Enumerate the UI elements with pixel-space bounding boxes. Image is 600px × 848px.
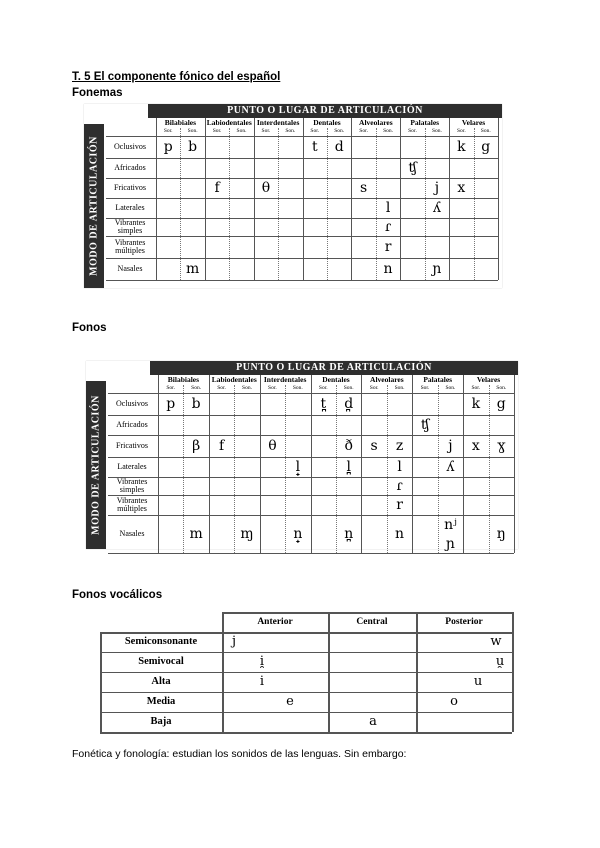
fonemas-table	[84, 104, 502, 288]
table-header-punto: PUNTO O LUGAR DE ARTICULACIÓN	[148, 104, 502, 118]
mode-label-laterales: Laterales	[117, 461, 147, 471]
fonos-symbol: n	[395, 526, 405, 542]
mode-label-vibrantes-multiples: Vibrantes múltiples	[114, 237, 146, 255]
fonos-symbol: t̪	[320, 396, 327, 412]
section-heading-fonemas: Fonemas	[72, 87, 123, 99]
vowel-row-media: Media	[146, 696, 176, 707]
fonos-symbol: nʲ	[444, 516, 457, 533]
voicing-label: Son.	[343, 385, 354, 391]
fonemas-symbol: k	[457, 139, 466, 155]
fonemas-symbol: l	[385, 200, 391, 216]
fonos-symbol: n̟	[293, 526, 303, 542]
grid-line	[260, 375, 261, 553]
grid-line	[400, 118, 401, 280]
place-header-velares: Velares	[476, 375, 501, 384]
mode-label-oclusivos: Oclusivos	[114, 141, 146, 151]
voicing-label: Son.	[383, 128, 394, 134]
fonos-symbol: β	[192, 438, 201, 454]
fonos-symbol: d̪	[344, 396, 354, 412]
voicing-label: Sor.	[217, 385, 226, 391]
mode-label-nasales: Nasales	[117, 263, 143, 273]
place-header-alveolares: Alveolares	[359, 118, 393, 127]
voicing-label: Sor.	[471, 385, 481, 391]
fonemas-symbol: x	[457, 180, 466, 196]
mode-label-africados: Africados	[116, 419, 148, 429]
place-header-bilabiales: Bilabiales	[167, 375, 200, 384]
voicing-label: Son.	[334, 128, 345, 134]
grid-line	[108, 553, 514, 554]
fonemas-symbol: m	[186, 261, 200, 277]
voicing-label: Sor.	[408, 128, 417, 134]
fonos-symbol: ɣ	[497, 438, 506, 454]
grid-line	[100, 672, 512, 673]
voicing-label: Sor.	[420, 385, 430, 391]
fonemas-symbol: d	[334, 139, 344, 155]
voicing-label: Sor.	[166, 385, 176, 391]
page-title: T. 5 El componente fónico del español	[72, 71, 281, 83]
vowel-symbol: u	[473, 674, 483, 689]
vowel-symbol: j	[231, 634, 237, 649]
vowel-row-semivocal: Semivocal	[138, 656, 184, 667]
grid-line	[100, 652, 512, 653]
fonemas-symbol: ʎ	[432, 200, 441, 216]
voicing-label: Sor.	[268, 385, 277, 391]
fonemas-symbol: ʧ	[408, 160, 417, 176]
grid-line	[100, 732, 512, 734]
grid-line	[278, 128, 279, 280]
footer-text: Fonética y fonología: estudian los sonidos de las lenguas. Sin embargo:	[72, 748, 407, 760]
place-header-dentales: Dentales	[322, 375, 350, 384]
grid-line	[254, 118, 255, 280]
fonos-symbol: j	[448, 438, 453, 454]
fonemas-symbol: t	[311, 139, 318, 155]
vowel-table	[100, 612, 512, 732]
fonemas-symbol: p	[163, 139, 173, 155]
grid-line	[351, 118, 352, 280]
voicing-label: Sor.	[310, 128, 320, 134]
grid-line	[209, 375, 210, 553]
voicing-label: Son.	[292, 385, 303, 391]
fonos-symbol: s	[370, 438, 378, 454]
grid-line	[205, 118, 206, 280]
fonos-symbol: b	[191, 396, 201, 412]
fonos-symbol: l	[397, 459, 402, 475]
voicing-label: Sor.	[318, 385, 328, 391]
mode-label-vibrantes-simples: Vibrantes simples	[116, 476, 148, 494]
fonos-symbol: ð	[344, 438, 353, 454]
table-side-header-modo	[86, 381, 106, 549]
place-header-labiodentales: Labiodentales	[211, 375, 257, 384]
fonos-symbol: ʧ	[420, 417, 430, 433]
place-header-interdentales: Interdentales	[256, 118, 300, 127]
side-header-text: MODO DE ARTICULACIÓN	[88, 136, 100, 276]
vowel-row-baja: Baja	[150, 716, 172, 727]
mode-label-oclusivos: Oclusivos	[116, 398, 148, 408]
fonemas-symbol: ɲ	[432, 261, 442, 277]
section-heading-fonos-vocalicos: Fonos vocálicos	[72, 589, 163, 601]
fonos-symbol: ɾ	[396, 478, 403, 494]
voicing-label: Son.	[431, 128, 442, 134]
fonos-symbol: p	[166, 396, 176, 412]
grid-line	[222, 612, 512, 614]
voicing-label: Son.	[285, 128, 296, 134]
grid-line	[328, 612, 330, 732]
fonos-symbol: θ	[268, 438, 277, 454]
fonemas-symbol: j	[434, 180, 440, 196]
voicing-label: Son.	[236, 128, 247, 134]
grid-line	[106, 280, 498, 281]
place-header-alveolares: Alveolares	[370, 375, 404, 384]
voicing-label: Son.	[191, 385, 202, 391]
voicing-label: Sor.	[359, 128, 368, 134]
place-header-velares: Velares	[461, 118, 486, 127]
fonos-symbol: x	[471, 438, 480, 454]
vowel-row-alta: Alta	[151, 676, 171, 687]
vowel-symbol: a	[369, 714, 377, 729]
vowel-symbol: e	[286, 694, 294, 709]
fonos-symbol: ɲ	[445, 535, 455, 552]
fonos-table	[86, 361, 518, 552]
fonemas-symbol: s	[360, 180, 368, 196]
grid-line	[100, 632, 512, 634]
fonos-symbol: m	[189, 526, 203, 542]
voicing-label: Son.	[445, 385, 456, 391]
fonos-symbol: r	[396, 497, 403, 513]
section-heading-fonos: Fonos	[72, 322, 107, 334]
fonemas-symbol: θ	[261, 180, 271, 196]
fonos-symbol: ʎ	[446, 459, 455, 475]
voicing-label: Son.	[394, 385, 405, 391]
fonos-symbol: l̟	[295, 459, 301, 475]
grid-line	[100, 712, 512, 713]
grid-line	[229, 128, 230, 280]
voicing-label: Sor.	[261, 128, 271, 134]
voicing-label: Son.	[187, 128, 198, 134]
table-header-punto: PUNTO O LUGAR DE ARTICULACIÓN	[150, 361, 518, 375]
fonos-symbol: l̪	[346, 459, 351, 475]
place-header-interdentales: Interdentales	[263, 375, 307, 384]
fonos-symbol: f	[218, 438, 225, 454]
fonos-symbol: ɱ	[240, 526, 254, 542]
grid-line	[100, 692, 512, 693]
fonos-symbol: k	[471, 396, 481, 412]
grid-line	[514, 375, 515, 553]
voicing-label: Sor.	[163, 128, 173, 134]
fonos-symbol: z	[395, 438, 404, 454]
grid-line	[416, 612, 418, 732]
voicing-label: Son.	[480, 128, 491, 134]
voicing-label: Son.	[242, 385, 252, 391]
place-header-palatales: Palatales	[410, 118, 440, 127]
fonemas-symbol: b	[188, 139, 198, 155]
mode-label-fricativos: Fricativos	[116, 440, 148, 450]
mode-label-fricativos: Fricativos	[114, 182, 146, 192]
grid-line	[222, 612, 224, 732]
vowel-column-anterior: Anterior	[257, 617, 293, 627]
fonemas-symbol: ɾ	[384, 219, 392, 235]
grid-line	[512, 612, 514, 732]
vowel-symbol: u̯	[495, 654, 505, 669]
vowel-symbol: w	[490, 634, 502, 649]
grid-line	[498, 118, 499, 280]
table-side-header-modo	[84, 124, 104, 288]
place-header-dentales: Dentales	[313, 118, 341, 127]
place-header-labiodentales: Labiodentales	[206, 118, 252, 127]
fonemas-symbol: g	[481, 139, 491, 155]
mode-label-vibrantes-simples: Vibrantes simples	[114, 217, 146, 235]
vowel-column-central: Central	[356, 617, 388, 627]
mode-label-vibrantes-multiples: Vibrantes múltiples	[116, 495, 148, 513]
vowel-symbol: i	[259, 674, 265, 689]
place-header-bilabiales: Bilabiales	[164, 118, 197, 127]
fonemas-symbol: r	[384, 239, 392, 255]
vowel-symbol: i̯	[259, 654, 265, 669]
mode-label-nasales: Nasales	[119, 528, 145, 538]
grid-line	[412, 375, 413, 553]
voicing-label: Sor.	[369, 385, 379, 391]
fonemas-symbol: n	[383, 261, 393, 277]
vowel-symbol: o	[450, 694, 458, 709]
mode-label-laterales: Laterales	[115, 202, 145, 212]
vowel-column-posterior: Posterior	[445, 617, 483, 627]
fonos-symbol: g	[496, 396, 506, 412]
place-header-palatales: Palatales	[423, 375, 453, 384]
fonos-symbol: ŋ	[496, 526, 506, 542]
voicing-label: Son.	[496, 385, 507, 391]
voicing-label: Sor.	[212, 128, 222, 134]
voicing-label: Sor.	[456, 128, 466, 134]
vowel-row-semiconsonante: Semiconsonante	[124, 636, 198, 647]
fonemas-symbol: f	[214, 180, 220, 196]
grid-line	[361, 375, 362, 553]
mode-label-africados: Africados	[114, 162, 146, 172]
side-header-text: MODO DE ARTICULACIÓN	[90, 395, 102, 535]
fonos-symbol: n̪	[344, 526, 354, 542]
